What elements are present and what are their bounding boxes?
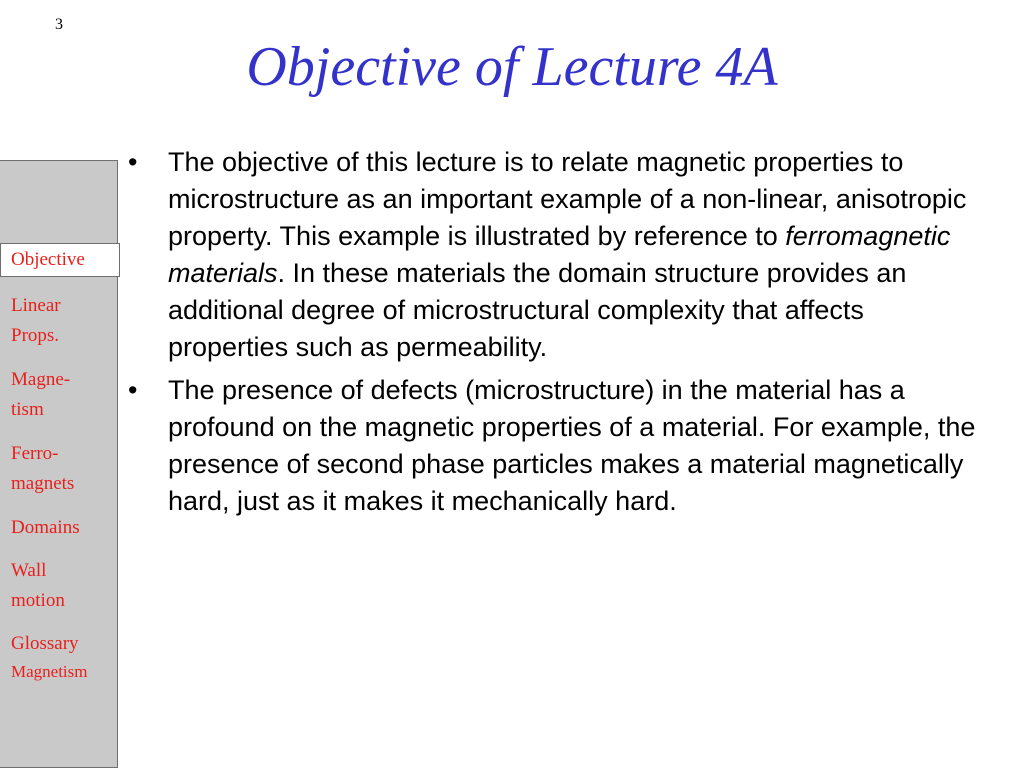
sidebar-nav <box>0 160 118 768</box>
sidebar-item-wall-motion[interactable]: Wall motion <box>11 560 65 611</box>
page-number: 3 <box>55 16 63 33</box>
sidebar-item-linear-props[interactable]: Linear Props. <box>11 295 61 346</box>
bullet-text: The presence of defects (microstructure) in the material has a profound on the magnetic properties of a material. For example, the presence of second phase particles makes a material magnetically hard, just as it makes it mechanically hard. <box>168 375 976 516</box>
bullet-text-part: . In these materials the domain structure provides an additional degree of microstructural complexity that affects properties such as permeability. <box>168 258 907 362</box>
bullet-marker: • <box>128 375 138 405</box>
sidebar-item-ferromagnets[interactable]: Ferro- magnets <box>11 443 75 494</box>
bullet-item <box>128 372 988 520</box>
emphasized-term: ferromagnetic materials <box>168 221 951 288</box>
sidebar-item-magnetism-topic[interactable]: Magne- tism <box>11 369 71 420</box>
bullet-marker: • <box>128 147 138 177</box>
sidebar-item-glossary[interactable]: Glossary <box>11 633 79 654</box>
sidebar-item-objective[interactable]: Objective <box>0 243 120 277</box>
slide-title: Objective of Lecture 4A <box>246 36 778 98</box>
bullet-item <box>128 144 988 366</box>
bullet-text-part: The objective of this lecture is to relate magnetic properties to microstructure as an important example of a non-linear, anisotropic property. This example is illustrated by reference to <box>168 147 967 251</box>
slide-content <box>128 144 988 526</box>
sidebar-item-domains[interactable]: Domains <box>11 517 80 538</box>
sidebar-item-glossary-magnetism[interactable]: Magnetism <box>11 662 88 681</box>
